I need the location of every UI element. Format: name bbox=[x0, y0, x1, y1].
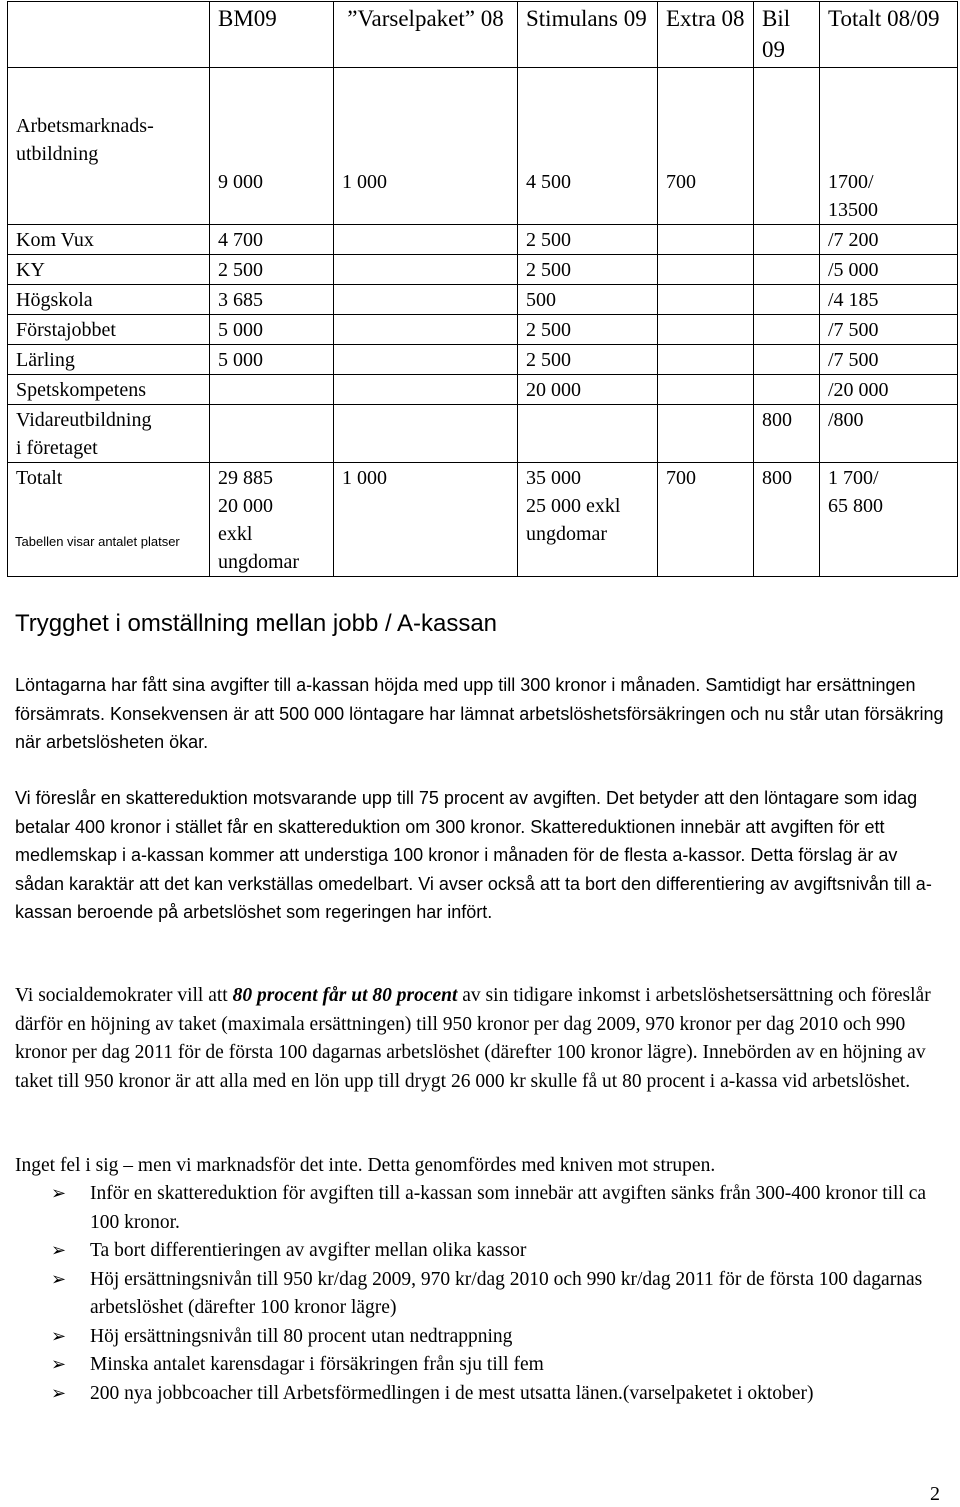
list-item-text: Ta bort differentieringen av avgifter mellan olika kassor bbox=[90, 1240, 527, 1261]
cell-bm09 bbox=[210, 405, 334, 463]
list-item bbox=[15, 1380, 945, 1409]
list-item bbox=[15, 1323, 945, 1352]
list-item-text: 200 nya jobbcoacher till Arbetsförmedlingen i de mest utsatta länen.(varselpaketet i oktober) bbox=[90, 1382, 814, 1404]
cell-bil bbox=[754, 285, 820, 315]
header-cell: Totalt 08/09 bbox=[820, 2, 958, 68]
cell-totalt: /4 185 bbox=[820, 285, 958, 315]
table-row bbox=[8, 345, 958, 375]
table-caption: Tabellen visar antalet platser bbox=[15, 534, 180, 549]
cell-extra bbox=[658, 345, 754, 375]
list-item bbox=[15, 1237, 945, 1266]
paragraph-4: Inget fel i sig – men vi marknadsför det inte. Detta genomfördes med kniven mot strupen. bbox=[15, 1155, 716, 1176]
cell-bil bbox=[754, 375, 820, 405]
cell-bil bbox=[754, 315, 820, 345]
row-label: KY bbox=[8, 255, 210, 285]
header-cell: Stimulans 09 bbox=[518, 2, 658, 68]
cell-bm09: 5 000 bbox=[210, 315, 334, 345]
list-item-text: Höj ersättningsnivån till 80 procent utan nedtrappning bbox=[90, 1325, 513, 1347]
row-label: Högskola bbox=[8, 285, 210, 315]
cell-extra bbox=[658, 255, 754, 285]
cell-bil bbox=[754, 345, 820, 375]
cell-stimulans: 35 000 25 000 exkl ungdomar bbox=[518, 463, 658, 577]
cell-extra bbox=[658, 285, 754, 315]
row-label: Lärling bbox=[8, 345, 210, 375]
table-row bbox=[8, 405, 958, 463]
cell-stimulans: 2 500 bbox=[518, 225, 658, 255]
cell-totalt: /800 bbox=[820, 405, 958, 463]
cell-bil: 800 bbox=[754, 463, 820, 577]
arrow-bullet-icon: ➢ bbox=[51, 1382, 67, 1404]
table-row bbox=[8, 315, 958, 345]
cell-stimulans: 500 bbox=[518, 285, 658, 315]
table-row bbox=[8, 68, 958, 225]
table-row bbox=[8, 375, 958, 405]
table-row bbox=[8, 255, 958, 285]
cell-bm09: 9 000 bbox=[210, 68, 334, 225]
cell-varsel: 1 000 bbox=[334, 463, 518, 577]
cell-bil: 800 bbox=[754, 405, 820, 463]
table-header-row bbox=[8, 2, 958, 68]
cell-bil bbox=[754, 68, 820, 225]
paragraph-3-rest: av sin tidigare inkomst i arbetslöshetsersättning och föreslår därför en höjning av taket (maximala ersättningen) till 950 kronor per dag 2009, 970 kronor per dag 2010 och 990 kronor per dag 2011 för de första 100 dagarnas arbetslöshet (därefter 100 kronor lägre). Innebörden av en höjning av taket till 950 kronor är att alla med en lön upp till drygt 26 000 kr skulle få ut 80 procent i a-kassa vid arbetslöshet. bbox=[15, 985, 931, 1092]
cell-totalt: /7 200 bbox=[820, 225, 958, 255]
cell-stimulans: 2 500 bbox=[518, 255, 658, 285]
cell-varsel: 1 000 bbox=[334, 68, 518, 225]
cell-bil bbox=[754, 225, 820, 255]
paragraph-1: Löntagarna har fått sina avgifter till a-kassan höjda med upp till 300 kronor i månaden. Samtidigt har ersättningen försämrats. Konsekvensen är att 500 000 löntagare har lämnat arbetslöshetsförsäkringen och nu står utan försäkring när arbetslösheten ökar. bbox=[15, 675, 944, 752]
cell-extra bbox=[658, 315, 754, 345]
cell-totalt: /7 500 bbox=[820, 315, 958, 345]
proposal-list bbox=[15, 1180, 945, 1408]
page-number: 2 bbox=[930, 1483, 940, 1505]
cell-varsel bbox=[334, 285, 518, 315]
cell-stimulans: 4 500 bbox=[518, 68, 658, 225]
cell-totalt: /20 000 bbox=[820, 375, 958, 405]
list-item-text: Minska antalet karensdagar i försäkringen från sju till fem bbox=[90, 1354, 544, 1375]
cell-varsel bbox=[334, 315, 518, 345]
row-label: Totalt bbox=[8, 463, 210, 577]
arrow-bullet-icon: ➢ bbox=[51, 1325, 67, 1347]
cell-totalt: /5 000 bbox=[820, 255, 958, 285]
emphasis-text: 80 procent får ut 80 procent bbox=[232, 985, 458, 1006]
cell-bm09 bbox=[210, 375, 334, 405]
cell-stimulans: 2 500 bbox=[518, 315, 658, 345]
cell-bil bbox=[754, 255, 820, 285]
cell-varsel bbox=[334, 375, 518, 405]
cell-extra: 700 bbox=[658, 463, 754, 577]
list-item bbox=[15, 1180, 945, 1237]
list-item bbox=[15, 1351, 945, 1380]
cell-totalt: 1700/ 13500 bbox=[820, 68, 958, 225]
row-label: Vidareutbildning i företaget bbox=[8, 405, 210, 463]
cell-bm09: 2 500 bbox=[210, 255, 334, 285]
placement-table bbox=[7, 1, 958, 577]
header-cell: BM09 bbox=[210, 2, 334, 68]
table-row bbox=[8, 225, 958, 255]
cell-varsel bbox=[334, 255, 518, 285]
section-heading: Trygghet i omställning mellan jobb / A-kassan bbox=[15, 610, 498, 637]
row-label: Kom Vux bbox=[8, 225, 210, 255]
cell-totalt: 1 700/ 65 800 bbox=[820, 463, 958, 577]
list-item bbox=[15, 1266, 945, 1323]
cell-bm09: 5 000 bbox=[210, 345, 334, 375]
cell-stimulans: 2 500 bbox=[518, 345, 658, 375]
cell-extra: 700 bbox=[658, 68, 754, 225]
list-item-text: Inför en skattereduktion för avgiften till a-kassan som innebär att avgiften sänks från 300-400 kronor till ca 100 kronor. bbox=[90, 1183, 927, 1233]
table-row bbox=[8, 285, 958, 315]
cell-varsel bbox=[334, 405, 518, 463]
cell-stimulans: 20 000 bbox=[518, 375, 658, 405]
cell-totalt: /7 500 bbox=[820, 345, 958, 375]
arrow-bullet-icon: ➢ bbox=[51, 1354, 67, 1375]
cell-stimulans bbox=[518, 405, 658, 463]
row-label: Förstajobbet bbox=[8, 315, 210, 345]
cell-extra bbox=[658, 225, 754, 255]
header-cell: Bil 09 bbox=[754, 2, 820, 68]
cell-varsel bbox=[334, 225, 518, 255]
row-label: Arbetsmarknads- utbildning bbox=[8, 68, 210, 225]
paragraph-3 bbox=[15, 982, 945, 1096]
list-item-text: Höj ersättningsnivån till 950 kr/dag 2009, 970 kr/dag 2010 och 990 kr/dag 2011 för de första 100 dagarnas arbetslöshet (därefter 100 kronor lägre) bbox=[90, 1268, 923, 1318]
arrow-bullet-icon: ➢ bbox=[51, 1268, 67, 1290]
cell-bm09: 29 885 20 000 exkl ungdomar bbox=[210, 463, 334, 577]
arrow-bullet-icon: ➢ bbox=[51, 1240, 67, 1261]
paragraph-3-start: Vi socialdemokrater vill att bbox=[15, 985, 233, 1006]
header-cell: Extra 08 bbox=[658, 2, 754, 68]
header-cell: ”Varselpaket” 08 bbox=[334, 2, 518, 68]
paragraph-2: Vi föreslår en skattereduktion motsvarande upp till 75 procent av avgiften. Det betyder att den löntagare som idag betalar 400 kronor i stället får en skattereduktion om 300 kronor. Skattereduktionen innebär att avgiften för ett medlemskap i a-kassan kommer att understiga 100 kronor i månaden för de flesta a-kassor. Detta förslag är av sådan karaktär att det kan verkställas omedelbart. Vi avser också att ta bort den differentiering av avgiftsnivån till a-kassan beroende på arbetslöshet som regeringen har infört. bbox=[15, 788, 932, 922]
header-cell bbox=[8, 2, 210, 68]
cell-bm09: 4 700 bbox=[210, 225, 334, 255]
cell-bm09: 3 685 bbox=[210, 285, 334, 315]
cell-extra bbox=[658, 405, 754, 463]
row-label: Spetskompetens bbox=[8, 375, 210, 405]
cell-extra bbox=[658, 375, 754, 405]
cell-varsel bbox=[334, 345, 518, 375]
table-row bbox=[8, 463, 958, 577]
arrow-bullet-icon: ➢ bbox=[51, 1183, 67, 1204]
